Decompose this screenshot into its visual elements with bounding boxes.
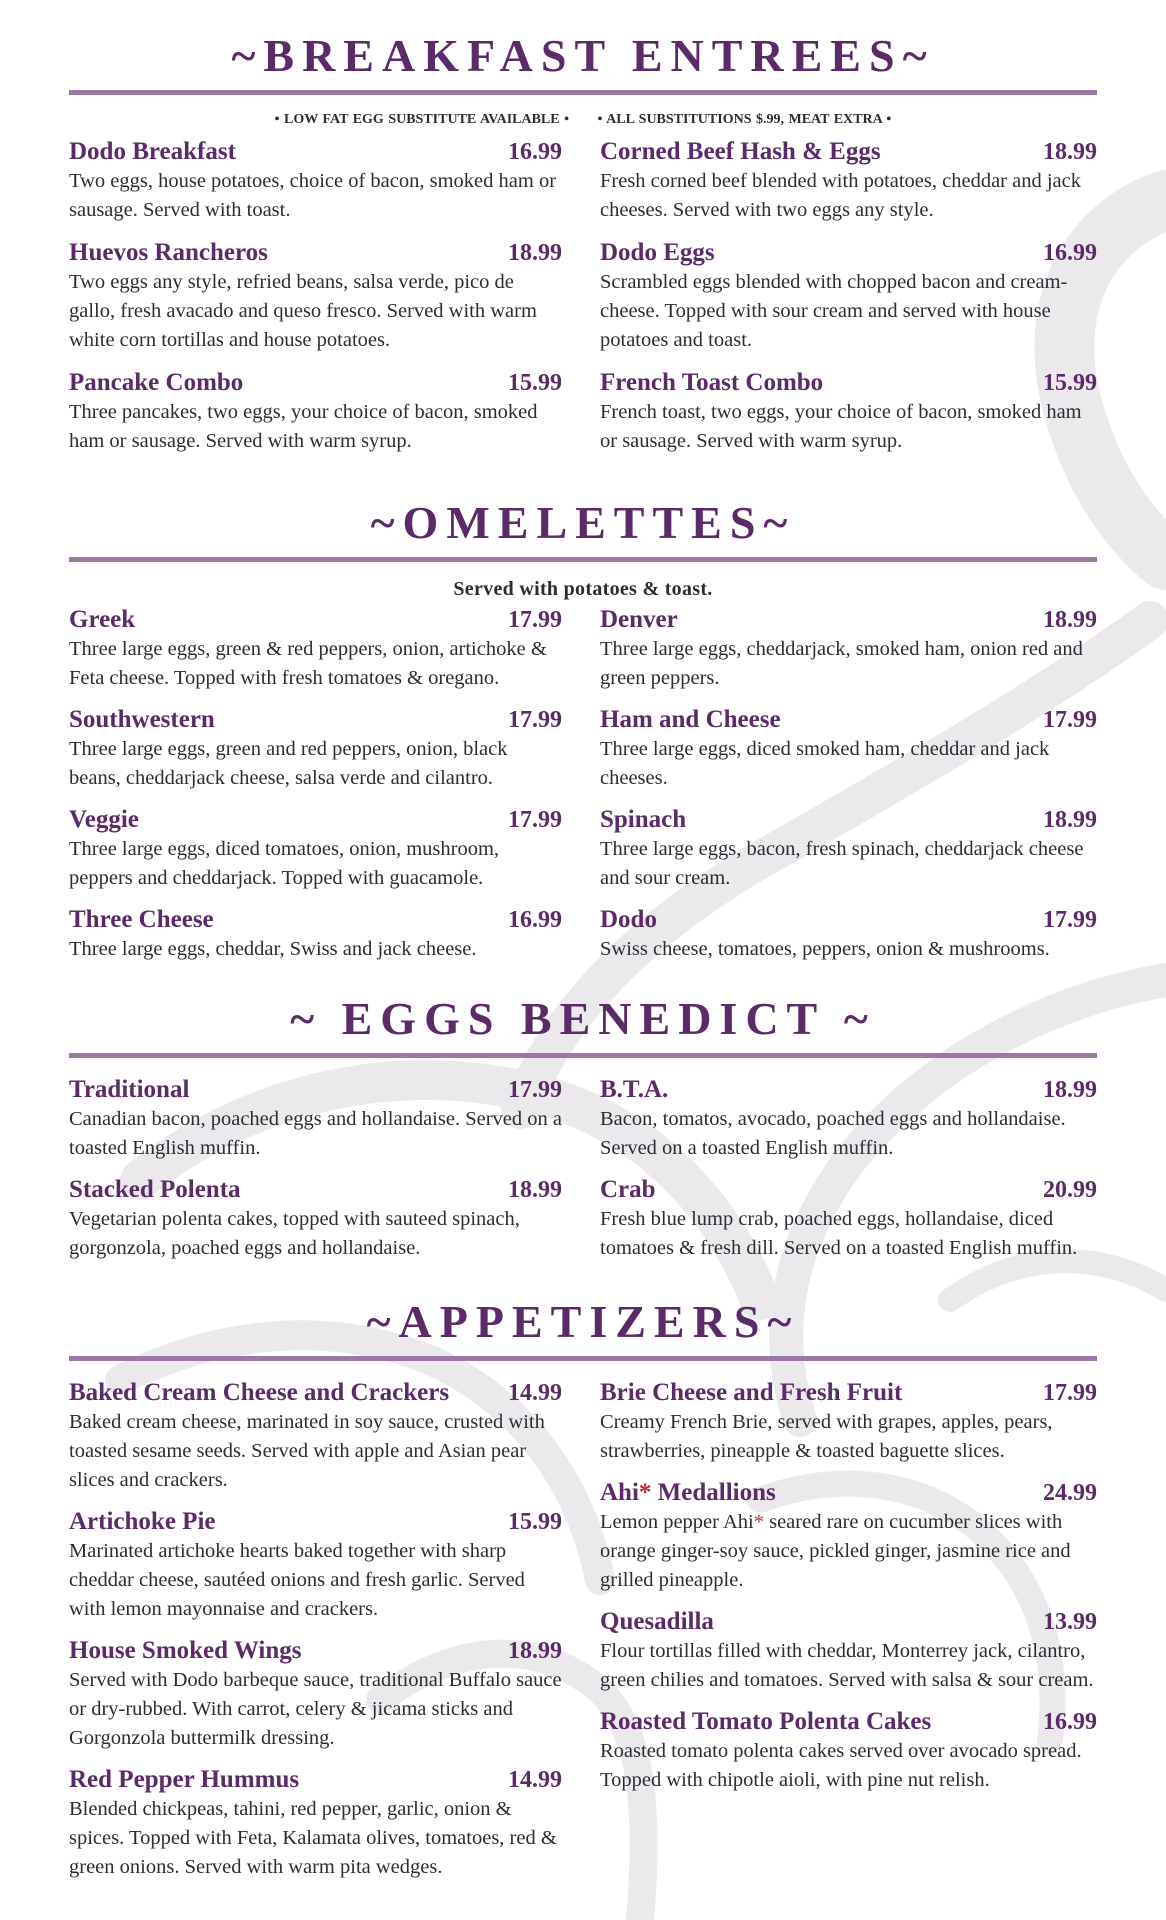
- raw-fish-asterisk: *: [753, 1511, 764, 1533]
- item-description: Three large eggs, cheddarjack, smoked ham, onion red and green peppers.: [600, 638, 1083, 689]
- item-name: B.T.A.: [600, 1076, 669, 1103]
- item-price: 20.99: [1043, 1177, 1097, 1203]
- item-description: Marinated artichoke hearts baked together with sharp cheddar cheese, sautéed onions and fresh garlic. Served with lemon mayonnaise and crackers.: [69, 1540, 525, 1620]
- item-name: Greek: [69, 606, 136, 633]
- item-description: Swiss cheese, tomatoes, peppers, onion & mushrooms.: [600, 938, 1050, 960]
- right-column: [600, 605, 1097, 964]
- item-description: [600, 1508, 1097, 1595]
- item-description: Two eggs, house potatoes, choice of bacon, smoked ham or sausage. Served with toast.: [69, 170, 557, 221]
- menu-item: [69, 805, 562, 893]
- menu-item: [600, 705, 1097, 793]
- item-description: Two eggs any style, refried beans, salsa verde, pico de gallo, fresh avacado and queso fresco. Served with warm white corn tortillas and house potatoes.: [69, 271, 537, 351]
- menu-item: [69, 1507, 562, 1624]
- item-price: 14.99: [508, 1380, 562, 1406]
- item-price: 15.99: [1043, 370, 1097, 396]
- title-divider: [69, 90, 1097, 95]
- item-price: 17.99: [508, 607, 562, 633]
- item-name: Stacked Polenta: [69, 1176, 241, 1203]
- item-description: Canadian bacon, poached eggs and hollandaise. Served on a toasted English muffin.: [69, 1108, 562, 1159]
- menu-item: [69, 1765, 562, 1882]
- item-name: Pancake Combo: [69, 369, 244, 396]
- item-description: Blended chickpeas, tahini, red pepper, garlic, onion & spices. Topped with Feta, Kalamata olives, tomatoes, red & green onions. Served with warm pita wedges.: [69, 1798, 557, 1878]
- section-title: ~BREAKFAST ENTREES~: [231, 30, 935, 81]
- item-description: Three large eggs, diced tomatoes, onion, mushroom, peppers and cheddarjack. Topped with guacamole.: [69, 838, 500, 889]
- item-name-main: Ahi: [600, 1479, 639, 1506]
- left-column: [69, 1075, 562, 1263]
- item-price: 18.99: [1043, 1077, 1097, 1103]
- menu-item: [600, 1478, 1097, 1595]
- menu-item: [600, 137, 1097, 225]
- left-column: [69, 605, 562, 964]
- item-name: Crab: [600, 1176, 656, 1203]
- section-subtitle: Served with potatoes & toast.: [453, 578, 713, 600]
- item-price: 24.99: [1043, 1480, 1097, 1506]
- item-description: Fresh blue lump crab, poached eggs, hollandaise, diced tomatoes & fresh dill. Served on a toasted English muffin.: [600, 1208, 1078, 1259]
- item-name: Spinach: [600, 806, 687, 833]
- item-price: 16.99: [508, 907, 562, 933]
- menu-item: [600, 1378, 1097, 1466]
- item-name: Brie Cheese and Fresh Fruit: [600, 1379, 903, 1406]
- item-name: Baked Cream Cheese and Crackers: [69, 1379, 450, 1406]
- title-divider: [69, 1053, 1097, 1058]
- item-name: Dodo: [600, 906, 657, 933]
- item-price: 18.99: [508, 240, 562, 266]
- item-price: 16.99: [1043, 240, 1097, 266]
- menu-columns: [69, 1075, 1097, 1263]
- item-name: Three Cheese: [69, 906, 214, 933]
- menu-item: [600, 1075, 1097, 1163]
- item-price: 17.99: [508, 807, 562, 833]
- right-column: [600, 1075, 1097, 1263]
- section-title: ~ EGGS BENEDICT ~: [290, 993, 876, 1044]
- title-divider: [69, 557, 1097, 562]
- menu-item: [69, 1075, 562, 1163]
- item-name: Artichoke Pie: [69, 1508, 216, 1535]
- right-column: [600, 137, 1097, 456]
- menu-item: [69, 605, 562, 693]
- appetizers-section: [69, 1294, 1097, 1882]
- title-divider: [69, 1356, 1097, 1361]
- section-title: ~APPETIZERS~: [366, 1296, 800, 1347]
- section-title: ~OMELETTES~: [370, 497, 796, 548]
- note-substitutions: • ALL SUBSTITUTIONS $.99, MEAT EXTRA •: [597, 112, 892, 127]
- menu-item: [600, 1607, 1097, 1695]
- eggs-benedict-section: [69, 991, 1097, 1263]
- omelettes-section: [69, 495, 1097, 964]
- item-name: Traditional: [69, 1076, 190, 1103]
- menu-item: [600, 605, 1097, 693]
- menu-item: [69, 1175, 562, 1263]
- menu-columns: [69, 137, 1097, 456]
- item-description: Flour tortillas filled with cheddar, Monterrey jack, cilantro, green chilies and tomatoes. Served with salsa & sour cream.: [600, 1640, 1094, 1691]
- item-price: 18.99: [1043, 139, 1097, 165]
- item-description: Three large eggs, green & red peppers, onion, artichoke & Feta cheese. Topped with fresh tomatoes & oregano.: [69, 638, 547, 689]
- item-name: Red Pepper Hummus: [69, 1766, 300, 1793]
- menu-item: [600, 1707, 1097, 1795]
- item-description: Three large eggs, diced smoked ham, cheddar and jack cheeses.: [600, 738, 1050, 789]
- item-name: French Toast Combo: [600, 369, 824, 396]
- menu-item: [69, 238, 562, 355]
- item-price: 17.99: [1043, 1380, 1097, 1406]
- item-price: 18.99: [508, 1177, 562, 1203]
- item-description: Fresh corned beef blended with potatoes, cheddar and jack cheeses. Served with two eggs any style.: [600, 170, 1081, 221]
- menu-item: [69, 905, 562, 964]
- item-price: 17.99: [508, 707, 562, 733]
- desc-rest: seared rare on cucumber slices with orange ginger-soy sauce, pickled ginger, jasmine rice and grilled pineapple.: [600, 1511, 1071, 1591]
- item-price: 17.99: [1043, 907, 1097, 933]
- menu-item: [69, 1636, 562, 1753]
- item-price: 18.99: [508, 1638, 562, 1664]
- item-name: Roasted Tomato Polenta Cakes: [600, 1708, 932, 1735]
- item-price: 15.99: [508, 1509, 562, 1535]
- item-name: Southwestern: [69, 706, 215, 733]
- item-price: 16.99: [1043, 1709, 1097, 1735]
- menu-item: [600, 805, 1097, 893]
- item-description: Three large eggs, cheddar, Swiss and jack cheese.: [69, 938, 477, 960]
- item-price: 17.99: [1043, 707, 1097, 733]
- item-description: Served with Dodo barbeque sauce, traditional Buffalo sauce or dry-rubbed. With carrot, celery & jicama sticks and Gorgonzola buttermilk dressing.: [69, 1669, 562, 1749]
- menu-item: [69, 368, 562, 456]
- right-column: [600, 1378, 1097, 1882]
- menu-item: [600, 1175, 1097, 1263]
- item-name: Dodo Breakfast: [69, 138, 236, 165]
- item-name-rest: Medallions: [651, 1479, 776, 1506]
- item-description: Three large eggs, bacon, fresh spinach, cheddarjack cheese and sour cream.: [600, 838, 1084, 889]
- desc-start: Lemon pepper Ahi: [600, 1511, 754, 1533]
- item-description: Three pancakes, two eggs, your choice of bacon, smoked ham or sausage. Served with warm syrup.: [69, 401, 538, 452]
- item-name: Huevos Rancheros: [69, 239, 268, 266]
- item-price: 14.99: [508, 1767, 562, 1793]
- item-description: Bacon, tomatos, avocado, poached eggs and hollandaise. Served on a toasted English muffin.: [600, 1108, 1066, 1159]
- breakfast-section: [69, 28, 1097, 456]
- item-name: House Smoked Wings: [69, 1637, 302, 1664]
- note-substitute: • LOW FAT EGG SUBSTITUTE AVAILABLE •: [274, 112, 570, 127]
- left-column: [69, 1378, 562, 1882]
- menu-item: [69, 137, 562, 225]
- item-price: 18.99: [1043, 807, 1097, 833]
- item-name: [600, 1478, 776, 1508]
- menu-item: [600, 368, 1097, 456]
- item-description: Scrambled eggs blended with chopped bacon and cream-cheese. Topped with sour cream and served with house potatoes and toast.: [600, 271, 1068, 351]
- item-price: 18.99: [1043, 607, 1097, 633]
- item-price: 13.99: [1043, 1609, 1097, 1635]
- menu-item: [69, 705, 562, 793]
- item-name: Quesadilla: [600, 1608, 714, 1635]
- item-description: Roasted tomato polenta cakes served over avocado spread. Topped with chipotle aioli, with pine nut relish.: [600, 1740, 1082, 1791]
- raw-fish-asterisk: *: [638, 1479, 652, 1506]
- item-name: Dodo Eggs: [600, 239, 715, 266]
- item-price: 17.99: [508, 1077, 562, 1103]
- menu-columns: [69, 1378, 1097, 1882]
- item-description: French toast, two eggs, your choice of bacon, smoked ham or sausage. Served with warm syrup.: [600, 401, 1082, 452]
- item-price: 15.99: [508, 370, 562, 396]
- item-description: Three large eggs, green and red peppers, onion, black beans, cheddarjack cheese, salsa verde and cilantro.: [69, 738, 508, 789]
- item-price: 16.99: [508, 139, 562, 165]
- menu-columns: [69, 605, 1097, 964]
- menu-item: [600, 905, 1097, 964]
- menu-item: [600, 238, 1097, 355]
- item-name: Denver: [600, 606, 678, 633]
- menu-item: [69, 1378, 562, 1495]
- item-description: Vegetarian polenta cakes, topped with sauteed spinach, gorgonzola, poached eggs and hollandaise.: [69, 1208, 520, 1259]
- item-description: Creamy French Brie, served with grapes, apples, pears, strawberries, pineapple & toasted baguette slices.: [600, 1411, 1053, 1462]
- item-name: Corned Beef Hash & Eggs: [600, 138, 881, 165]
- item-name: Veggie: [69, 806, 139, 833]
- item-description: Baked cream cheese, marinated in soy sauce, crusted with toasted sesame seeds. Served with apple and Asian pear slices and crackers.: [69, 1411, 545, 1491]
- section-notes: [69, 112, 1097, 128]
- left-column: [69, 137, 562, 456]
- item-name: Ham and Cheese: [600, 706, 781, 733]
